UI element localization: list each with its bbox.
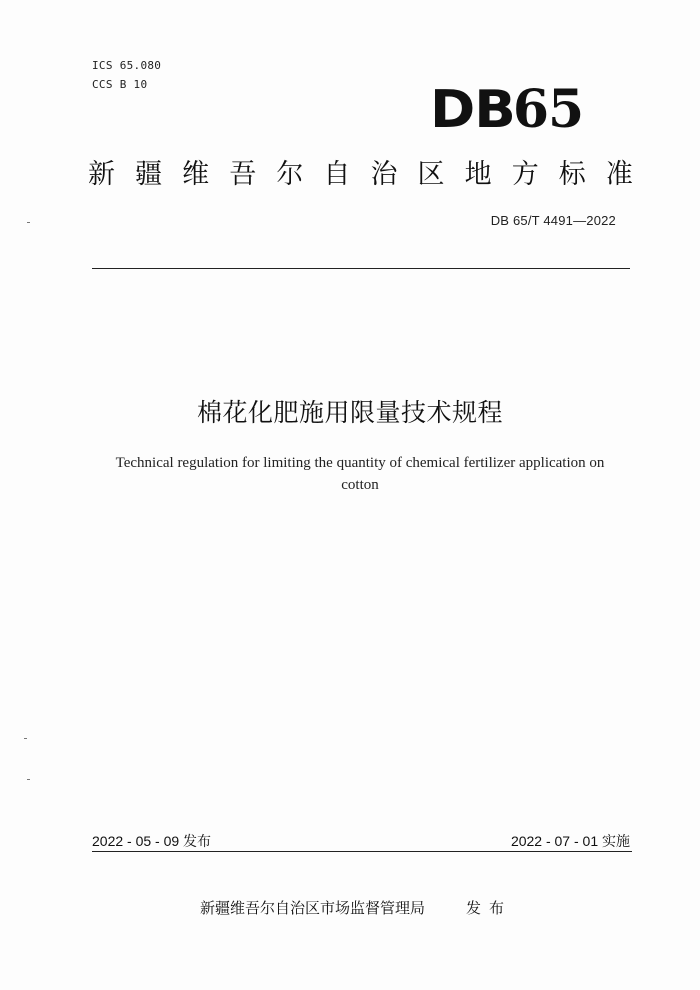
standard-type-char: 准 [605,159,633,190]
document-title-chinese: 棉花化肥施用限量技术规程 [196,398,503,427]
document-title-english: Technical regulation for limiting the quantity of chemical fertilizer application on cotton [115,455,605,493]
scan-speck [27,222,30,223]
scan-speck [27,779,30,780]
ccs-code: CCS B 10 [92,78,148,91]
db-standard-logo [429,79,584,140]
implementation-date: 2022 - 07 - 01 实施 [510,833,630,849]
standard-type-char: 方 [511,159,539,190]
issue-date: 2022 - 05 - 09 发布 [92,833,212,849]
publish-label: 发布 [466,899,513,917]
standard-type-char: 地 [464,159,492,190]
standard-type-char: 吾 [229,159,257,190]
header-divider [92,268,630,269]
standard-type-char: 疆 [135,159,163,190]
scan-speck [24,738,27,739]
standard-type-char: 维 [182,159,210,190]
ics-code: ICS 65.080 [92,59,162,72]
standard-type-char: 自 [323,159,351,190]
standard-type-heading [88,157,633,193]
footer-divider [92,851,632,852]
standard-type-char: 新 [88,159,115,190]
publisher-name: 新疆维吾尔自治区市场监督管理局 [200,899,426,917]
standard-type-char: 尔 [276,159,304,190]
db-logo-letters: DB [429,80,515,140]
standard-number: DB 65/T 4491—2022 [490,213,616,228]
standard-type-char: 标 [558,159,586,190]
standard-type-char: 治 [370,159,398,190]
db-logo-number: 65 [512,79,584,140]
standard-type-char: 区 [417,159,445,190]
